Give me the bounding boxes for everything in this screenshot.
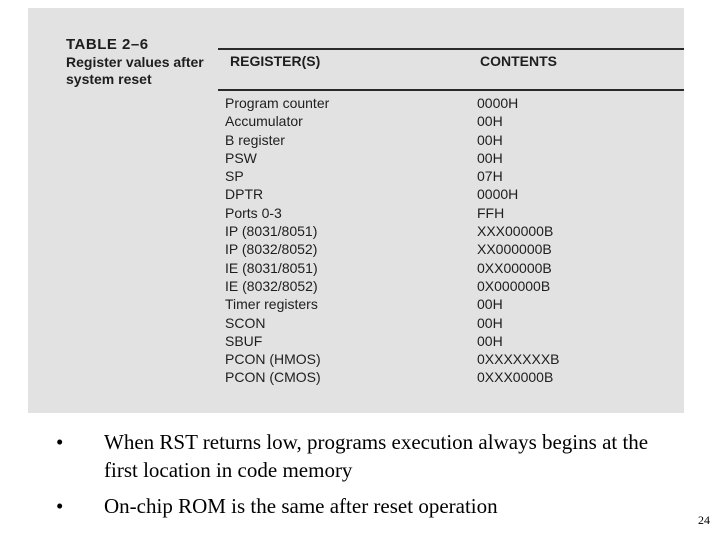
bullet-list	[56, 428, 664, 528]
register-contents: 00H	[477, 131, 503, 148]
register-name: PCON (CMOS)	[225, 369, 321, 386]
bullet-marker: •	[56, 494, 64, 518]
register-contents: 0000H	[477, 95, 519, 111]
bullet-text: On-chip ROM is the same after reset operation	[104, 494, 498, 518]
register-name: IE (8032/8052)	[225, 277, 318, 294]
register-name: PSW	[225, 149, 257, 166]
register-contents: 00H	[477, 332, 503, 349]
register-contents: XXX00000B	[477, 223, 554, 240]
table-caption-title: TABLE 2–6	[66, 36, 149, 53]
register-name: SP	[225, 168, 244, 185]
bullet-item	[56, 428, 664, 484]
register-name: Timer registers	[225, 296, 318, 313]
register-name: IE (8031/8051)	[225, 259, 318, 276]
register-name: IP (8031/8051)	[225, 223, 318, 240]
register-name: PCON (HMOS)	[225, 351, 321, 368]
register-contents: 00H	[477, 314, 503, 331]
register-name: IP (8032/8052)	[225, 241, 318, 258]
table-top-rule	[218, 48, 684, 50]
register-contents: 0000H	[477, 186, 519, 203]
register-name: DPTR	[225, 186, 264, 203]
register-contents: 0XXXXXXXB	[477, 351, 560, 368]
register-name: SCON	[225, 314, 266, 331]
register-name: Program counter	[225, 95, 330, 111]
bullet-text: When RST returns low, programs execution always begins at the first location in code memory	[104, 430, 649, 482]
register-contents: 0XX00000B	[477, 259, 552, 276]
register-contents: 00H	[477, 149, 503, 166]
table-caption-line: Register values after	[66, 54, 204, 70]
scanned-table-image	[28, 8, 684, 413]
table-header-rule	[218, 89, 684, 91]
page-number: 24	[698, 513, 710, 527]
bullet-marker: •	[56, 430, 64, 454]
register-name: Accumulator	[225, 113, 303, 130]
register-contents: FFH	[477, 204, 505, 221]
register-contents: 00H	[477, 113, 503, 130]
table-caption-line: system reset	[66, 71, 152, 87]
table-caption	[66, 36, 204, 88]
register-contents: 0X000000B	[477, 277, 551, 294]
column-header-contents: CONTENTS	[480, 53, 557, 69]
register-name: B register	[225, 131, 285, 148]
register-contents: XX000000B	[477, 241, 552, 258]
bullet-item	[56, 492, 664, 520]
register-contents: 0XXX0000B	[477, 369, 554, 386]
register-contents: 07H	[477, 168, 503, 185]
column-header-register: REGISTER(S)	[230, 53, 321, 69]
register-name: SBUF	[225, 332, 263, 349]
register-name: Ports 0-3	[225, 204, 282, 221]
register-contents: 00H	[477, 296, 503, 313]
